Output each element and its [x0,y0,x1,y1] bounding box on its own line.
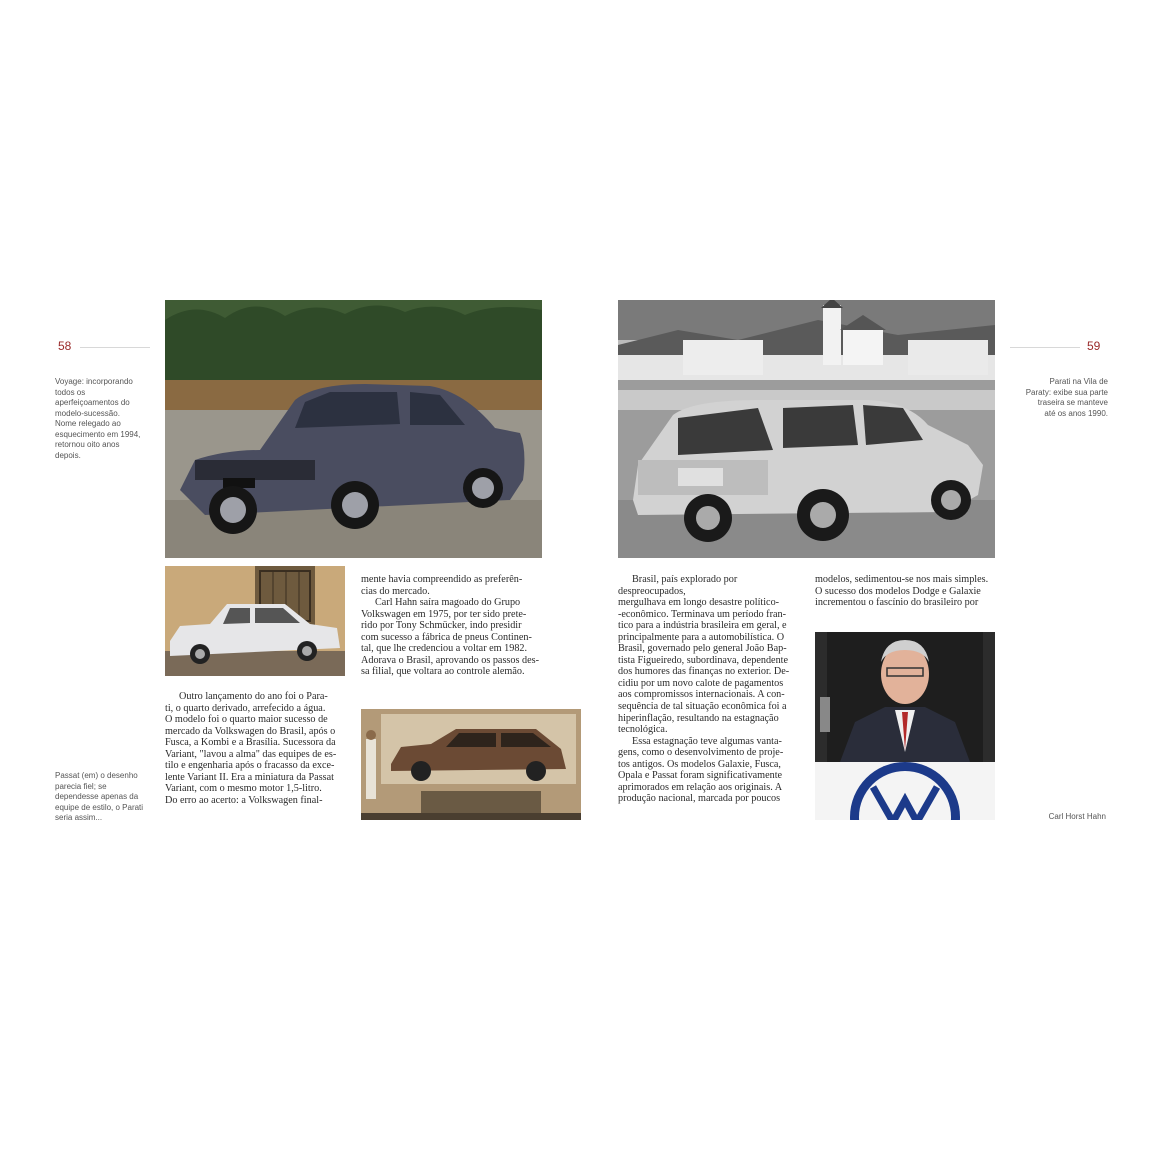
photo-voyage-building [165,566,345,676]
photo-voyage [165,300,542,558]
page-number-rule-left [80,347,150,348]
text-column-left-1: Outro lançamento do ano foi o Para- ti, o quarto derivado, arrefecido a água. O modelo foi o quarto maior sucesso de mercado da Volkswagen do Brasil, após o Fusca, a Kombi e a Brasília. Sucessora da Variant, "lavou a alma" das equipes de es- tilo e engenharia após o fracasso da exce- lente Variant II. Era a miniatura da Passat Variant, com o mesmo motor 1,5-litro. Do erro ao acerto: a Volkswagen final- [165,691,337,806]
page-number-left: 58 [58,339,72,353]
photo-parati-paraty [618,300,995,558]
page-number-right: 59 [1087,339,1101,353]
text-column-left-2: mente havia compreendido as preferên- cias do mercado. Carl Hahn saíra magoado do Grupo Volkswagen em 1975, por ter sido prete- rido por Tony Schmücker, indo presidir com sucesso a fábrica de pneus Continen- tal, que lhe credenciou a voltar em 1982. Adorava o Brasil, aprovando os passos des- sa filial, que voltara ao controle alemão. [361,574,539,678]
page-number-rule-right [1010,347,1080,348]
photo-parati-studio [361,709,581,820]
photo-carl-hahn [815,632,995,820]
caption-parati-sketch: Passat (em) o desenho parecia fiel; se dependesse apenas da equipe de estilo, o Parati seria assim... [55,771,144,822]
text-column-right-2: modelos, sedimentou-se nos mais simples. O sucesso dos modelos Dodge e Galaxie incrementou o fascínio do brasileiro por [815,574,989,609]
text-column-right-1: Brasil, país explorado por despreocupados, mergulhava em longo desastre político- -econômico. Terminava um período fran- tico para a indústria brasileira em geral, e principalmente para a automobilística. O Brasil, governado pelo general João Bap- tista Figueiredo, subordinava, dependente dos humores das finanças no exterior. De- cidiu por um novo calote de pagamentos aos compromissos internacionais. A con- sequência de tal situação econômica foi a hiperinflação, resultando na estagnação tecnológica. Essa estagnação teve algumas vanta- gens, como o desenvolvimento de proje- tos antigos. Os modelos Galaxie, Fusca, Opala e Passat foram significativamente aprimorados em relação aos originais. A produção nacional, marcada por poucos [618,574,790,805]
caption-carl-hahn: Carl Horst Hahn [1048,812,1106,821]
caption-voyage: Voyage: incorporando todos os aperfeiçoamentos do modelo-sucessão. Nome relegado ao esquecimento em 1994, retornou oito anos depois. [55,377,141,460]
caption-parati-paraty: Parati na Vila de Paraty: exibe sua parte traseira se manteve até os anos 1990. [1025,377,1108,418]
